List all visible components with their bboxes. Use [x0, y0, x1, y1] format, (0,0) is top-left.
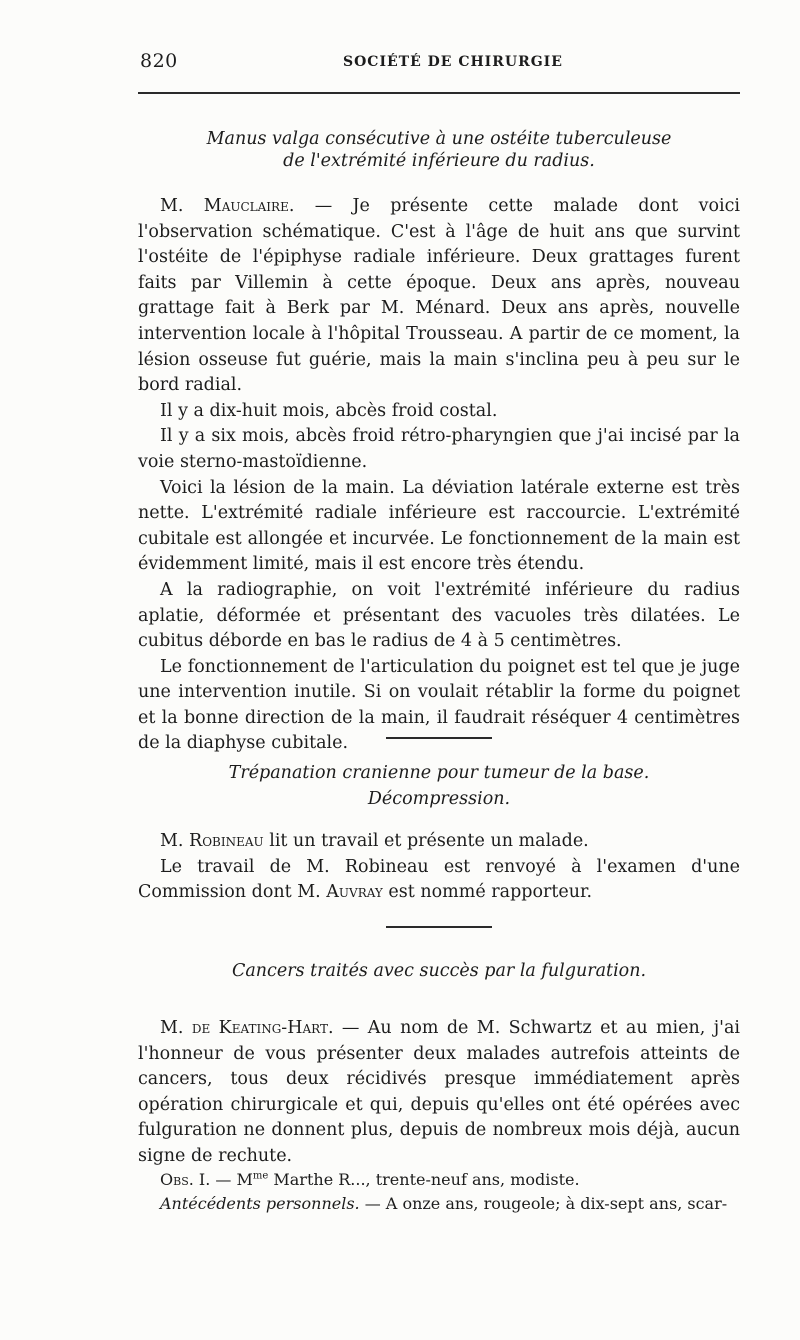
antecedents-line [138, 1192, 740, 1216]
section-separator [138, 926, 740, 928]
superscript: me [252, 1170, 269, 1182]
paragraph-text: — Je présente cette malade dont voici l'observation schématique. C'est à l'âge de huit ans que survint l'ostéite de l'épiphyse radiale inférieure. Deux grattages furent faits par Villemin à cette époque. Deux ans après, nouveau grattage fait à Berk par M. Ménard. Deux ans après, nouvelle intervention locale à l'hôpital Trousseau. A partir de ce moment, la lésion osseuse fut guérie, mais la main s'inclina peu à peu sur le bord radial. [138, 196, 740, 396]
section-body-trepanation [138, 829, 740, 906]
section-title-line2: de l'extrémité inférieure du radius. [283, 151, 595, 171]
paragraph-text: lit un travail et présente un malade. [263, 831, 589, 851]
paragraph-text: — Au nom de M. Schwartz et au mien, j'ai l'honneur de vous présenter deux malades autrefois atteints de cancers, tous deux récidivés presque immédiatement après opération chirurgicale et qui, depuis qu'elles ont été opérées avec fulguration ne donnent plus, depuis de nombreux mois déjà, aucun signe de rechute. [138, 1018, 740, 1166]
rapporteur-name: Auvray [326, 882, 383, 903]
section-title-line1: Manus valga consécutive à une ostéite tuberculeuse [206, 129, 672, 149]
section-cancers [138, 960, 740, 982]
paragraph [138, 1016, 740, 1170]
section-title: Cancers traités avec succès par la fulguration. [231, 961, 647, 981]
observation-block [138, 1168, 740, 1216]
paragraph: Le fonctionnement de l'articulation du poignet est tel que je juge une intervention inutile. Si on voulait rétablir la forme du poignet et la bonne direction de la main, il faudrait réséquer 4 centimètres de la diaphyse cubitale. [138, 656, 740, 754]
speaker-name: M. Robineau [160, 831, 264, 851]
paragraph: Il y a dix-huit mois, abcès froid costal. [160, 400, 498, 421]
observation-text: Marthe R..., trente-neuf ans, modiste. [268, 1170, 580, 1189]
speaker-name: M. de Keating-Hart. [160, 1018, 334, 1038]
paragraph-text: est nommé rapporteur. [382, 882, 593, 903]
paragraph [138, 194, 740, 399]
section-body-manus-valga [138, 194, 740, 757]
section-title-line1: Trépanation cranienne pour tumeur de la base. [228, 763, 650, 783]
observation-line [138, 1168, 740, 1192]
paragraph: A la radiographie, on voit l'extrémité inférieure du radius aplatie, déformée et présentant des vacuoles très dilatées. Le cubitus déborde en bas le radius de 4 à 5 centimètres. [138, 579, 740, 652]
antecedents-text: — A onze ans, rougeole; à dix-sept ans, scar- [359, 1194, 728, 1213]
paragraph: Voici la lésion de la main. La déviation latérale externe est très nette. L'extrémité radiale inférieure est raccourcie. L'extrémité cubitale est allongée et incurvée. Le fonctionnement de la main est évidemment limité, mais il est encore très étendu. [138, 477, 740, 575]
page-number: 820 [140, 50, 178, 72]
speaker-name: M. Mauclaire. [160, 196, 295, 216]
section-separator [138, 737, 740, 739]
section-body-cancers [138, 1016, 740, 1170]
antecedents-label: Antécédents personnels. [160, 1194, 360, 1213]
section-title-line2: Décompression. [367, 789, 511, 809]
observation-label: Obs. I. [160, 1170, 211, 1189]
header-rule [138, 92, 740, 94]
section-trepanation [138, 762, 740, 810]
running-head [138, 50, 740, 80]
divider [386, 737, 492, 739]
paragraph [138, 855, 740, 906]
observation-text: — M [210, 1170, 253, 1189]
paragraph-text: Le travail de M. Robineau est renvoyé à l'examen d'une Commission dont M. [138, 856, 740, 903]
section-manus-valga [138, 128, 740, 172]
paragraph: Il y a six mois, abcès froid rétro-pharyngien que j'ai incisé par la voie sterno-mastoïdienne. [138, 426, 740, 472]
paragraph [138, 829, 740, 855]
divider [386, 926, 492, 928]
journal-title: SOCIÉTÉ DE CHIRURGIE [343, 54, 563, 70]
